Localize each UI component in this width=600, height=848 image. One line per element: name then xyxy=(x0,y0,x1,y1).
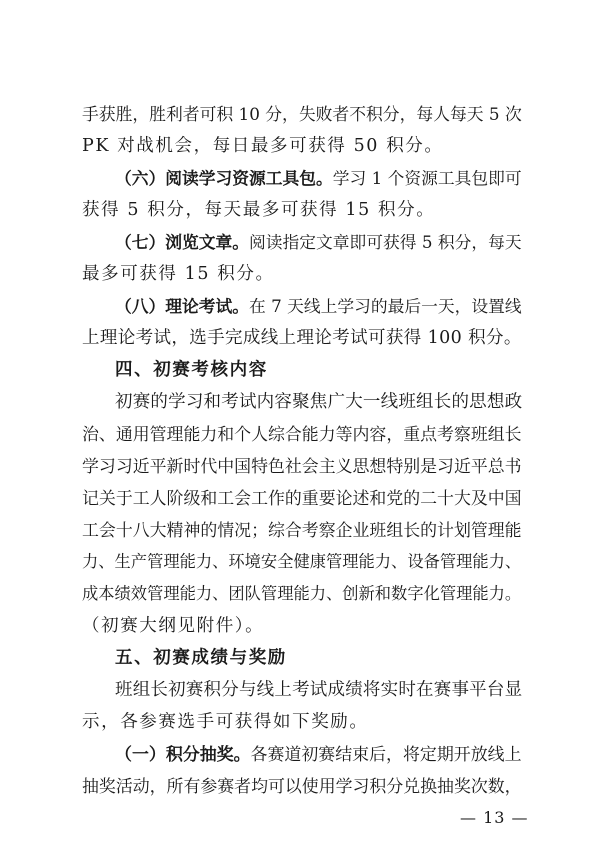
item-line: （一）积分抽奖。各赛道初赛结束后，将定期开放线上 xyxy=(115,744,522,764)
item-heading: （一）积分抽奖。 xyxy=(115,744,251,764)
item-heading: （七）浏览文章。 xyxy=(115,232,250,252)
body-line: 初赛的学习和考试内容聚焦广大一线班组长的思想政 xyxy=(115,392,523,412)
body-line: 力、生产管理能力、环境安全健康管理能力、设备管理能力、 xyxy=(82,552,522,571)
body-line: 手获胜，胜利者可积 10 分，失败者不积分，每人每天 5 次 xyxy=(82,104,522,124)
body-line: 记关于工人阶级和工会工作的重要论述和党的二十大及中国 xyxy=(82,488,522,508)
body-line: （初赛大纲见附件）。 xyxy=(82,616,265,636)
page-number: — 13 — xyxy=(460,808,529,827)
body-line: 工会十八大精神的情况；综合考察企业班组长的计划管理能 xyxy=(82,520,522,540)
body-line: 上理论考试，选手完成线上理论考试可获得 100 积分。 xyxy=(82,328,522,348)
section-heading: 五、初赛成绩与奖励 xyxy=(115,648,287,668)
body-line: 最多可获得 15 积分。 xyxy=(82,264,275,284)
body-line: PK 对战机会，每日最多可获得 50 积分。 xyxy=(82,136,444,156)
item-line: （七）浏览文章。阅读指定文章即可获得 5 积分，每天 xyxy=(115,232,522,252)
body-line: 获得 5 积分，每天最多可获得 15 积分。 xyxy=(82,200,436,220)
item-heading: （六）阅读学习资源工具包。 xyxy=(115,168,333,188)
body-line: 学习习近平新时代中国特色社会主义思想特别是习近平总书 xyxy=(82,456,522,476)
body-line: 示，各参赛选手可获得如下奖励。 xyxy=(82,712,369,732)
item-line: （六）阅读学习资源工具包。学习 1 个资源工具包即可 xyxy=(115,168,522,188)
body-line: 治、通用管理能力和个人综合能力等内容，重点考察班组长 xyxy=(82,424,522,444)
body-line: 班组长初赛积分与线上考试成绩将实时在赛事平台显 xyxy=(115,680,523,700)
section-heading: 四、初赛考核内容 xyxy=(115,360,268,380)
item-line: （八）理论考试。在 7 天线上学习的最后一天，设置线 xyxy=(115,296,522,316)
item-heading: （八）理论考试。 xyxy=(115,296,250,316)
body-line: 成本绩效管理能力、团队管理能力、创新和数字化管理能力。 xyxy=(82,584,522,603)
body-line: 抽奖活动，所有参赛者均可以使用学习积分兑换抽奖次数， xyxy=(82,776,522,796)
